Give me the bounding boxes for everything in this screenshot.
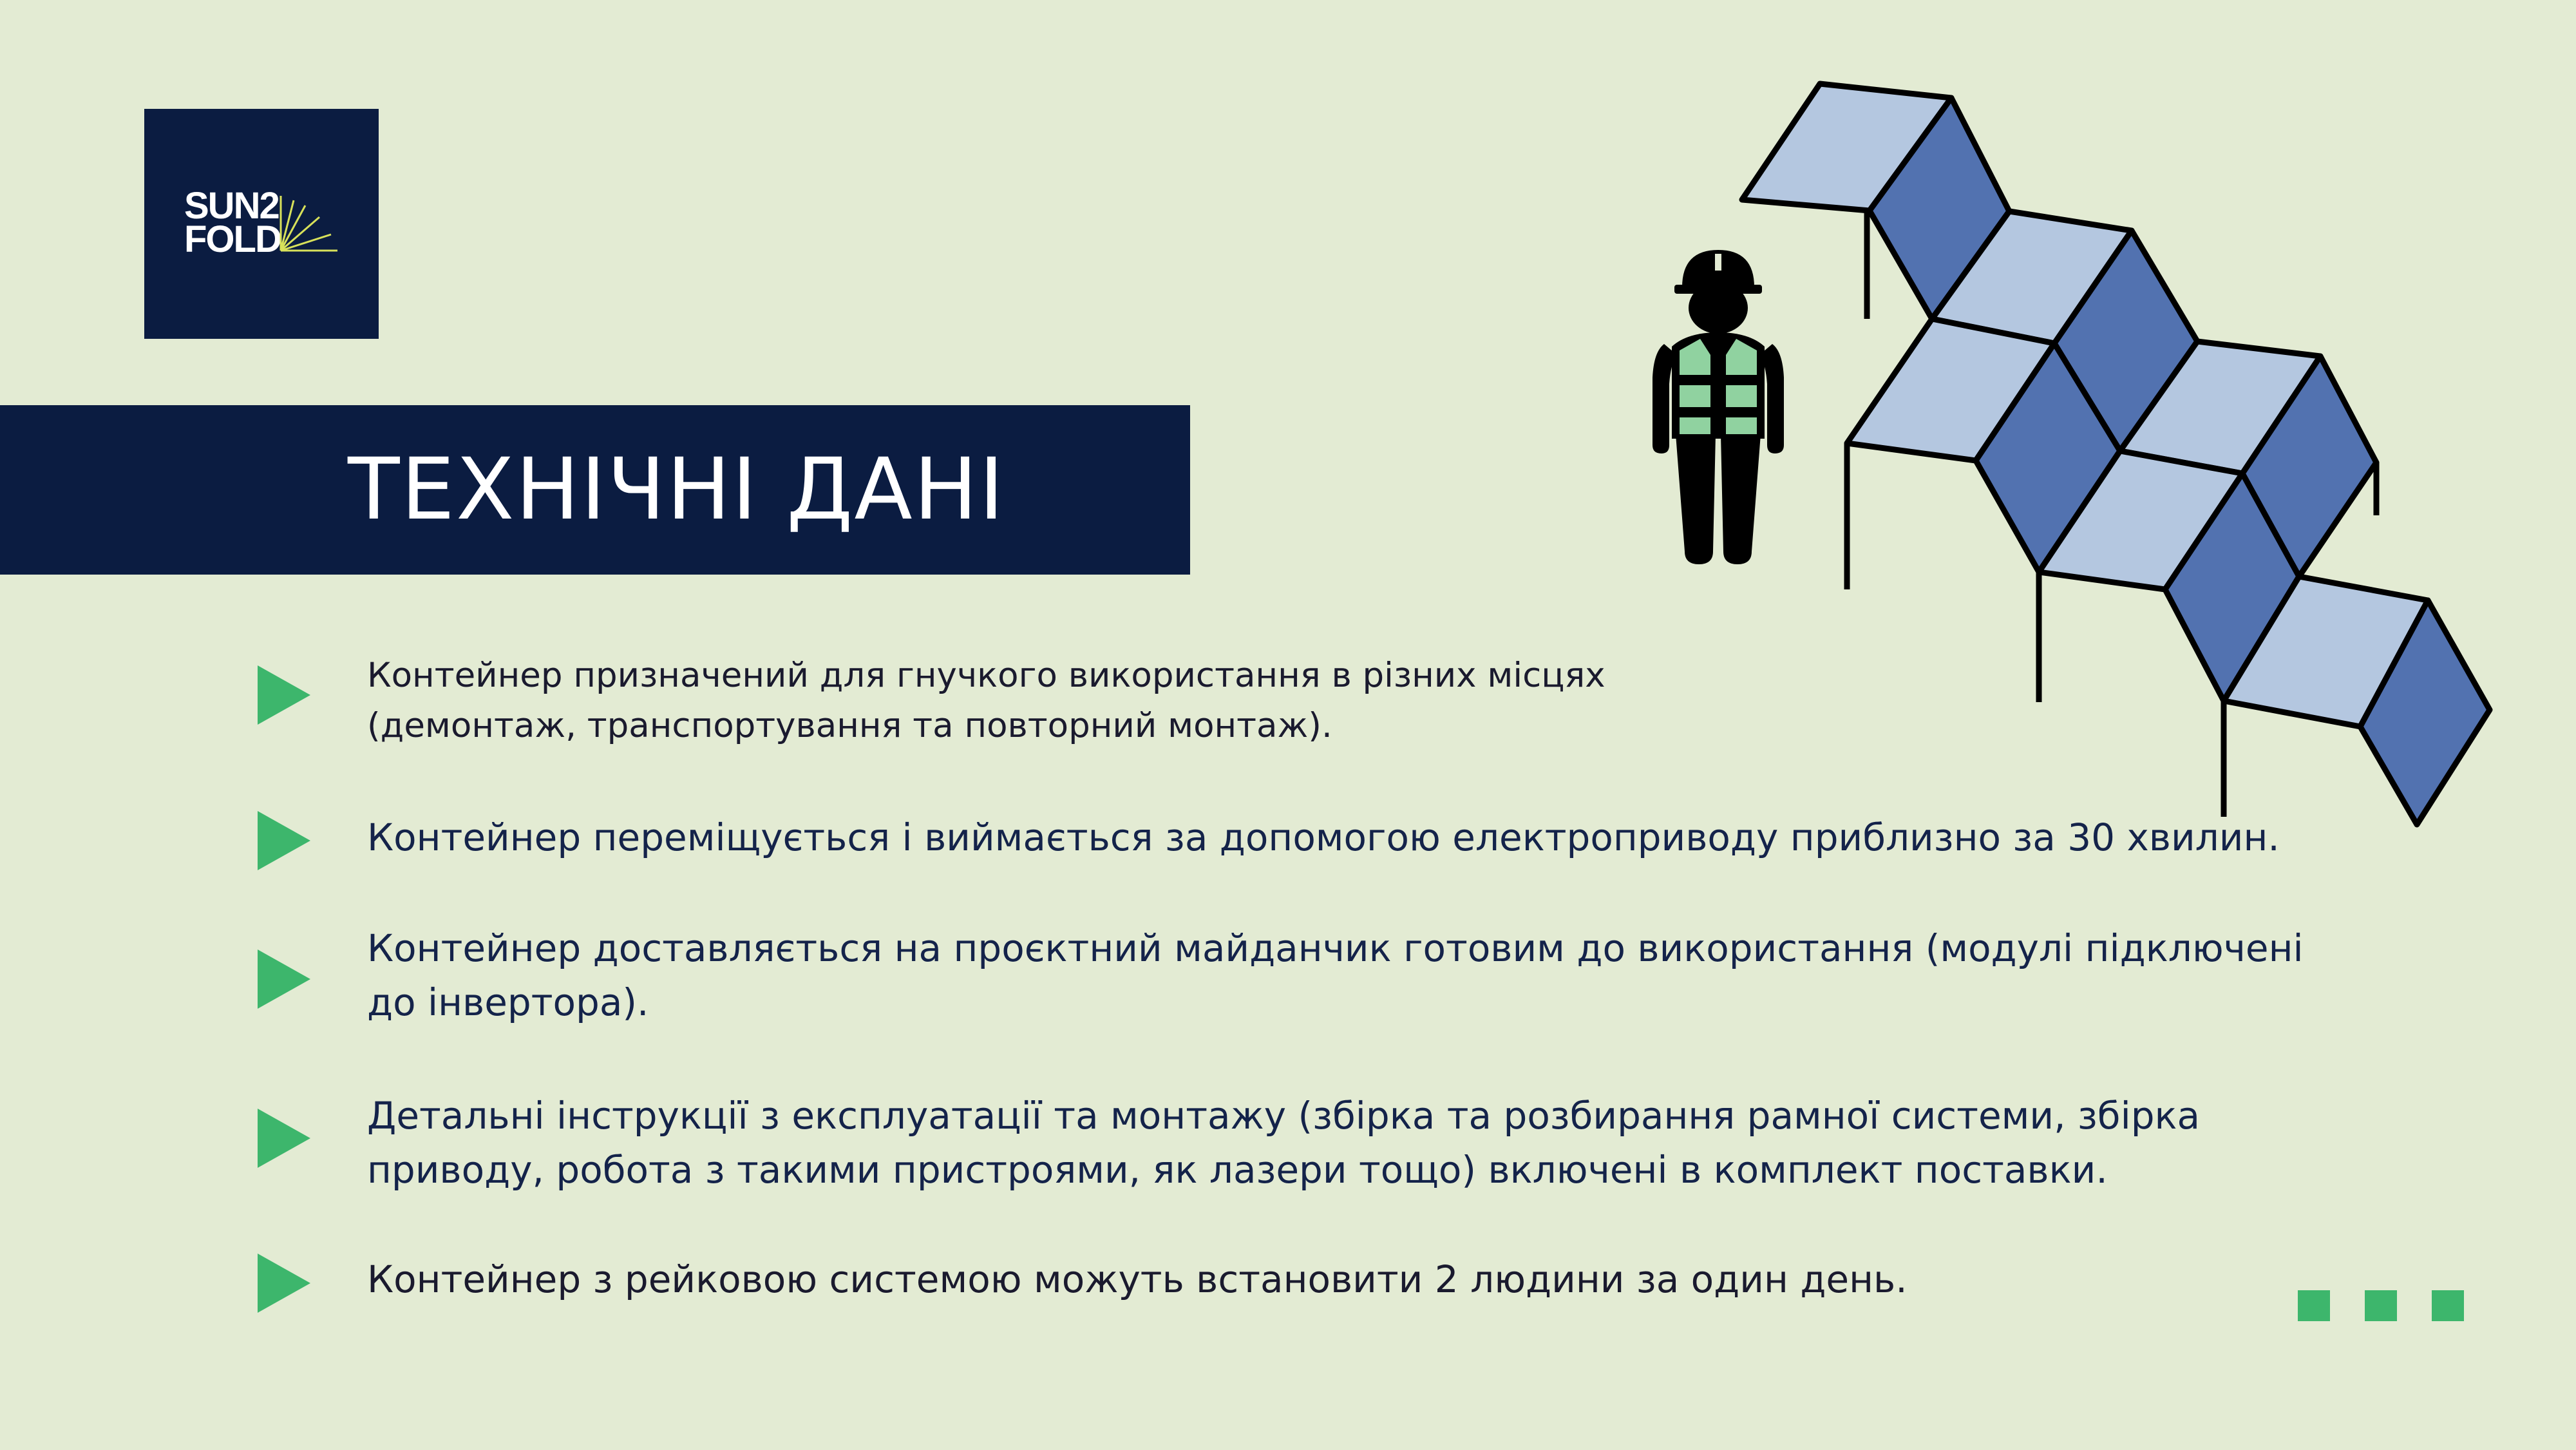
bullet-3-line-2: до інвертора).	[367, 980, 649, 1024]
page-title: ТЕХНІЧНІ ДАНІ	[348, 440, 1005, 539]
logo-rays-icon	[281, 196, 337, 251]
title-band	[0, 405, 1190, 575]
bullet-4-line-2: приводу, робота з такими пристроями, як лазери тощо) включені в комплект поставки.	[367, 1148, 2108, 1192]
logo-text-line2: FOLD	[184, 218, 281, 260]
bullet-arrow-icon	[258, 1109, 310, 1168]
bullet-5-line-1: Контейнер з рейковою системою можуть встановити 2 людини за один день.	[367, 1257, 1908, 1301]
bullet-arrow-icon	[258, 949, 310, 1009]
bullet-1-line-1: Контейнер призначений для гнучкого використання в різних місцях	[367, 656, 1605, 695]
bullet-1-line-2: (демонтаж, транспортування та повторний монтаж).	[367, 706, 1332, 745]
bullet-arrow-icon	[258, 665, 310, 725]
logo-text-line1: SUN2	[184, 185, 279, 227]
decor-square	[2432, 1290, 2464, 1321]
bullet-text-5	[367, 1252, 1908, 1306]
bullet-text-1	[367, 651, 1605, 751]
sun2fold-logo	[144, 109, 379, 339]
bullet-3-line-1: Контейнер доставляється на проєктний майданчик готовим до використання (модулі підключені	[367, 926, 2304, 970]
decor-square	[2365, 1290, 2397, 1321]
bullet-2-line-1: Контейнер переміщується і виймається за допомогою електроприводу приблизно за 30 хвилин.	[367, 816, 2280, 859]
bullet-text-4	[367, 1089, 2200, 1197]
decor-square	[2298, 1290, 2330, 1321]
bullet-arrow-icon	[258, 1254, 310, 1313]
bullet-4-line-1: Детальні інструкції з експлуатації та монтажу (збірка та розбирання рамної системи, збірка	[367, 1094, 2201, 1138]
bullet-text-3	[367, 921, 2304, 1029]
construction-worker-icon	[1649, 249, 1784, 571]
bullet-arrow-icon	[258, 811, 310, 870]
